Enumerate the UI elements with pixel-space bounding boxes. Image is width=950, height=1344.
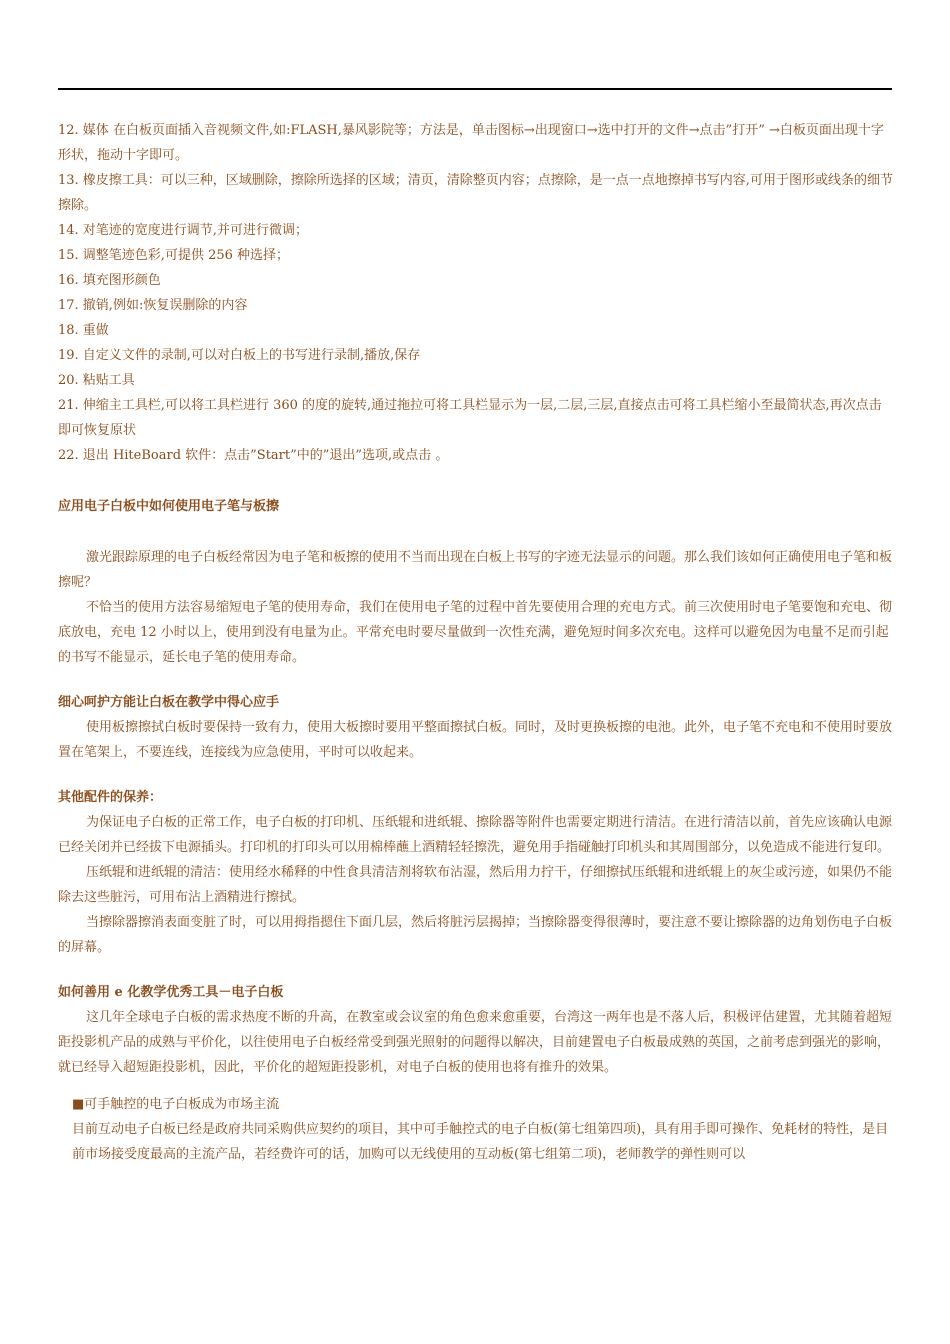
paragraph: 压纸辊和进纸辊的清洁：使用经水稀释的中性食具清洁剂将软布沾湿，然后用力拧干，仔细擦拭压纸辊和进纸辊上的灰尘或污迹，如果仍不能除去这些脏污，可用布沾上酒精进行擦拭。 bbox=[58, 865, 893, 905]
list-item-21: 21. 伸缩主工具栏,可以将工具栏进行 360 的度的旋转,通过拖拉可将工具栏显示为一层,二层,三层,直接点击可将工具栏缩小至最简状态,再次点击即可恢复原状 bbox=[58, 398, 882, 438]
section-heading-pen-eraser: 应用电子白板中如何使用电子笔与板擦 bbox=[58, 499, 280, 514]
list-item-18: 18. 重做 bbox=[58, 323, 109, 338]
paragraph: 为保证电子白板的正常工作，电子白板的打印机、压纸辊和进纸辊、擦除器等附件也需要定期进行清洁。在进行清洁以前，首先应该确认电源已经关闭并已经拔下电源插头。打印机的打印头可以用棉棒蘸上酒精轻轻擦洗，避免用手指碰触打印机头和其周围部分，以免造成不能进行复印。 bbox=[58, 815, 893, 855]
paragraph: 使用板擦擦拭白板时要保持一致有力，使用大板擦时要用平整面擦拭白板。同时，及时更换板擦的电池。此外，电子笔不充电和不使用时要放置在笔架上，不要连线，连接线为应急使用，平时可以收起来。 bbox=[58, 720, 893, 760]
section-heading-e-teaching: 如何善用 e 化教学优秀工具－电子白板 bbox=[58, 985, 284, 1000]
list-item-19: 19. 自定义文件的录制,可以对白板上的书写进行录制,播放,保存 bbox=[58, 348, 421, 363]
paragraph: 激光跟踪原理的电子白板经常因为电子笔和板擦的使用不当而出现在白板上书写的字迹无法显示的问题。那么我们该如何正确使用电子笔和板擦呢？ bbox=[58, 550, 893, 590]
paragraph: 目前互动电子白板已经是政府共同采购供应契约的项目，其中可手触控式的电子白板(第七组第四项)，具有用手即可操作、免耗材的特性，是目前市场接受度最高的主流产品，若经费许可的话，加购可以无线使用的互动板(第七组第二项)，老师教学的弹性则可以 bbox=[72, 1122, 889, 1162]
list-item-17: 17. 撤销,例如:恢复误删除的内容 bbox=[58, 298, 248, 313]
paragraph: 不恰当的使用方法容易缩短电子笔的使用寿命，我们在使用电子笔的过程中首先要使用合理的充电方式。前三次使用时电子笔要饱和充电、彻底放电，充电 12 小时以上，使用到没有电量为止。平常充电时要尽量做到一次性充满，避免短时间多次充电。这样可以避免因为电量不足而引起的书写不能显示，延长电子笔的使用寿命。 bbox=[58, 600, 893, 665]
paragraph: 当擦除器擦消表面变脏了时，可以用拇指摁住下面几层，然后将脏污层揭掉；当擦除器变得很薄时，要注意不要让擦除器的边角划伤电子白板的屏幕。 bbox=[58, 915, 893, 955]
bullet-subheading: ■可手触控的电子白板成为市场主流 bbox=[72, 1097, 280, 1112]
list-item-16: 16. 填充图形颜色 bbox=[58, 273, 161, 288]
section-heading-care: 细心呵护方能让白板在教学中得心应手 bbox=[58, 695, 280, 710]
list-item-20: 20. 粘贴工具 bbox=[58, 373, 135, 388]
section-heading-accessories: 其他配件的保养： bbox=[58, 790, 163, 805]
list-item-22: 22. 退出 HiteBoard 软件：点击”Start”中的”退出”选项,或点击 。 bbox=[58, 448, 449, 463]
list-item-14: 14. 对笔迹的宽度进行调节,并可进行微调； bbox=[58, 223, 308, 238]
list-item-13: 13. 橡皮擦工具：可以三种，区域删除，擦除所选择的区域；清页，清除整页内容；点擦除，是一点一点地擦掉书写内容,可用于图形或线条的细节擦除。 bbox=[58, 173, 893, 213]
paragraph: 这几年全球电子白板的需求热度不断的升高，在教室或会议室的角色愈来愈重要，台湾这一两年也是不落人后，积极评估建置，尤其随着超短距投影机产品的成熟与平价化，以往使用电子白板经常受到强光照射的问题得以解决，目前建置电子白板最成熟的英国，之前考虑到强光的影响，就已经导入超短距投影机，因此，平价化的超短距投影机，对电子白板的使用也将有推升的效果。 bbox=[58, 1010, 893, 1075]
document-body bbox=[58, 118, 893, 1167]
list-item-15: 15. 调整笔迹色彩,可提供 256 种选择； bbox=[58, 248, 290, 263]
header-rule bbox=[58, 88, 892, 90]
list-item-12: 12. 媒体 在白板页面插入音视频文件,如:FLASH,暴风影院等；方法是，单击图标→出现窗口→选中打开的文件→点击”打开” →白板页面出现十字形状，拖动十字即可。 bbox=[58, 123, 884, 163]
